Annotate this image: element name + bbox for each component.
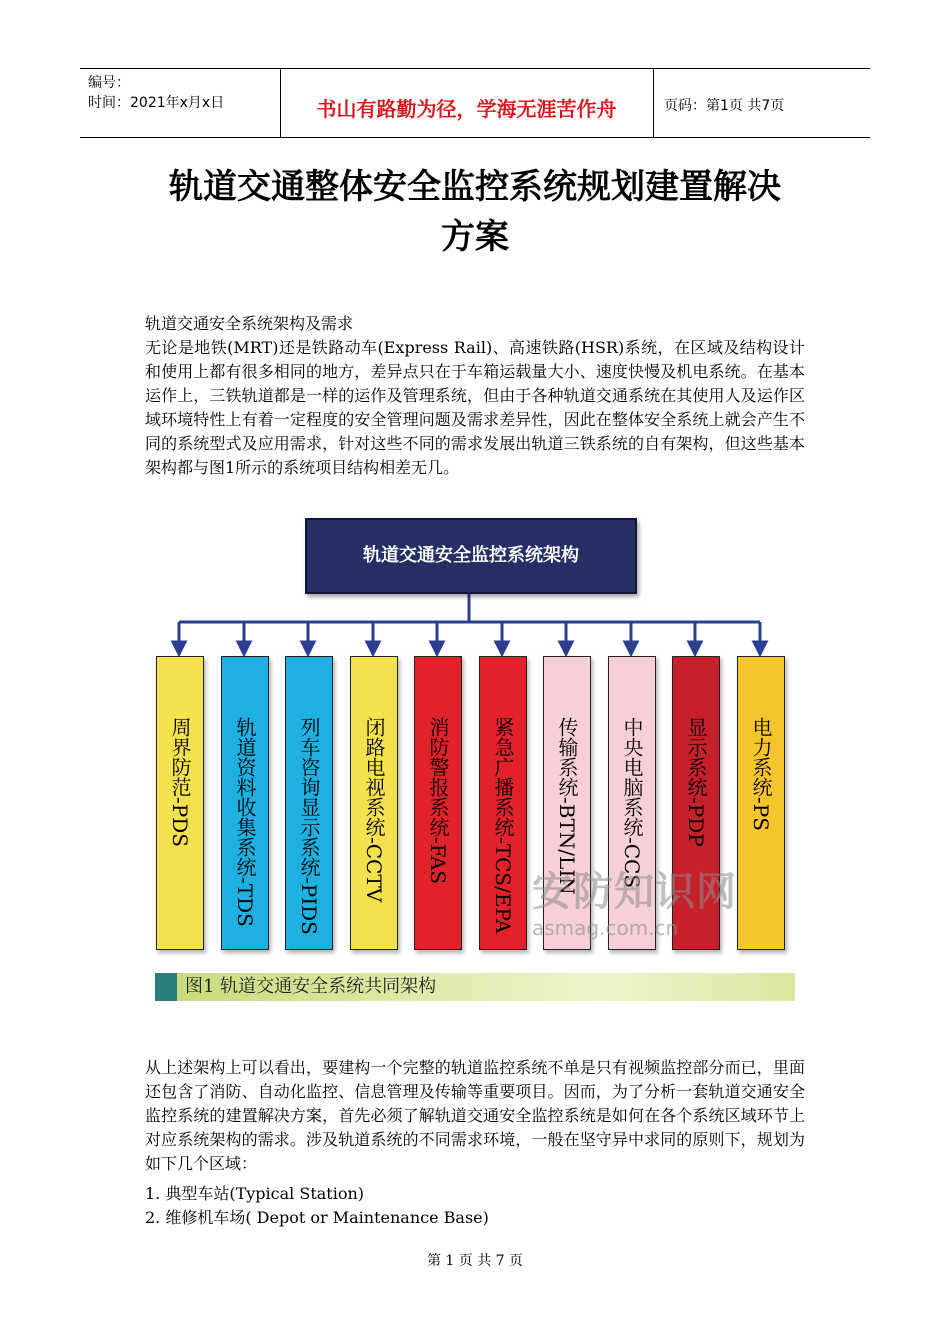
system-name: 消防警报系统-FAS (426, 717, 450, 885)
root-system-box: 轨道交通安全监控系统架构 (305, 518, 637, 594)
watermark-url: asmag.com.cn (532, 916, 679, 940)
arrow-down-icon (173, 642, 185, 654)
arrow-down-icon (238, 642, 250, 654)
system-box (156, 656, 204, 950)
system-name: 轨道资料收集系统-TDS (233, 717, 257, 927)
list-item: 1. 典型车站(Typical Station) (145, 1184, 365, 1203)
system-box (414, 656, 462, 950)
motto: 书山有路勤为径，学海无涯苦作舟 (316, 97, 617, 121)
page-info: 页码：第1页 共7页 (664, 98, 785, 114)
header-table (80, 68, 870, 138)
figure-caption: 图1 轨道交通安全系统共同架构 (185, 976, 437, 997)
system-box (221, 656, 269, 950)
figure-caption-bar (155, 973, 795, 1001)
arrow-down-icon (367, 642, 379, 654)
body-paragraph-2: 从上述架构上可以看出，要建构一个完整的轨道监控系统不单是只有视频监控部分而已，里面还包含了消防、自动化监控、信息管理及传输等重要项目。因而，为了分析一套轨道交通安全监控系统的建置解决方案，首先必须了解轨道交通安全监控系统是如何在各个系统区域环节上对应系统架构的需求。涉及轨道系统的不同需求环境，一般在坚守异中求同的原则下，规划为如下几个区域： (145, 1058, 805, 1173)
header-page-cell (654, 69, 870, 137)
arrow-down-icon (560, 642, 572, 654)
time-label: 时间：2021年x月x日 (88, 95, 225, 111)
header-left-cell (80, 69, 281, 137)
caption-accent (155, 973, 177, 1001)
system-name: 中央电脑系统-CCS (620, 717, 644, 889)
system-box (479, 656, 527, 950)
system-name: 显示系统-PDP (684, 717, 708, 847)
system-name: 紧急广播系统-TCS/EPA (491, 717, 515, 934)
system-name: 闭路电视系统-CCTV (362, 717, 386, 903)
list-item: 2. 维修机车场( Depot or Maintenance Base) (145, 1208, 489, 1227)
intro-paragraph: 无论是地铁(MRT)还是铁路动车(Express Rail)、高速铁路(HSR)系统，在区域及结构设计和使用上都有很多相同的地方，差异点只在于车箱运载量大小、速度快慢及机电系统。在基本运作上，三铁轨道都是一样的运作及管理系统，但由于各种轨道交通系统在其使用人及运作区域环境特性上有着一定程度的安全管理问题及需求差异性，因此在整体安全系统上就会产生不同的系统型式及应用需求，针对这些不同的需求发展出轨道三铁系统的自有架构，但这些基本架构都与图1所示的系统项目结构相差无几。 (145, 338, 805, 477)
system-name: 列车咨询显示系统-PIDS (297, 717, 321, 935)
system-box (350, 656, 398, 950)
watermark-logo: 安防知识网 (532, 869, 737, 915)
page-footer: 第 1 页 共 7 页 (426, 1253, 524, 1269)
architecture-figure (140, 518, 800, 1008)
document-title-line2: 方案 (441, 217, 509, 257)
system-name: 电力系统-PS (749, 717, 773, 831)
system-name: 周界防范-PDS (168, 717, 192, 847)
section-heading: 轨道交通安全系统架构及需求 (145, 314, 354, 333)
arrow-down-icon (625, 642, 637, 654)
number-label: 编号： (88, 75, 130, 91)
system-box (285, 656, 333, 950)
system-box (737, 656, 785, 950)
arrow-down-icon (754, 642, 766, 654)
system-name: 传输系统-BTN/LIN (555, 717, 579, 895)
arrow-down-icon (689, 642, 701, 654)
arrow-down-icon (431, 642, 443, 654)
arrow-down-icon (496, 642, 508, 654)
document-title-line1: 轨道交通整体安全监控系统规划建置解决 (169, 167, 781, 207)
arrow-down-icon (302, 642, 314, 654)
header-motto-cell (280, 69, 654, 137)
